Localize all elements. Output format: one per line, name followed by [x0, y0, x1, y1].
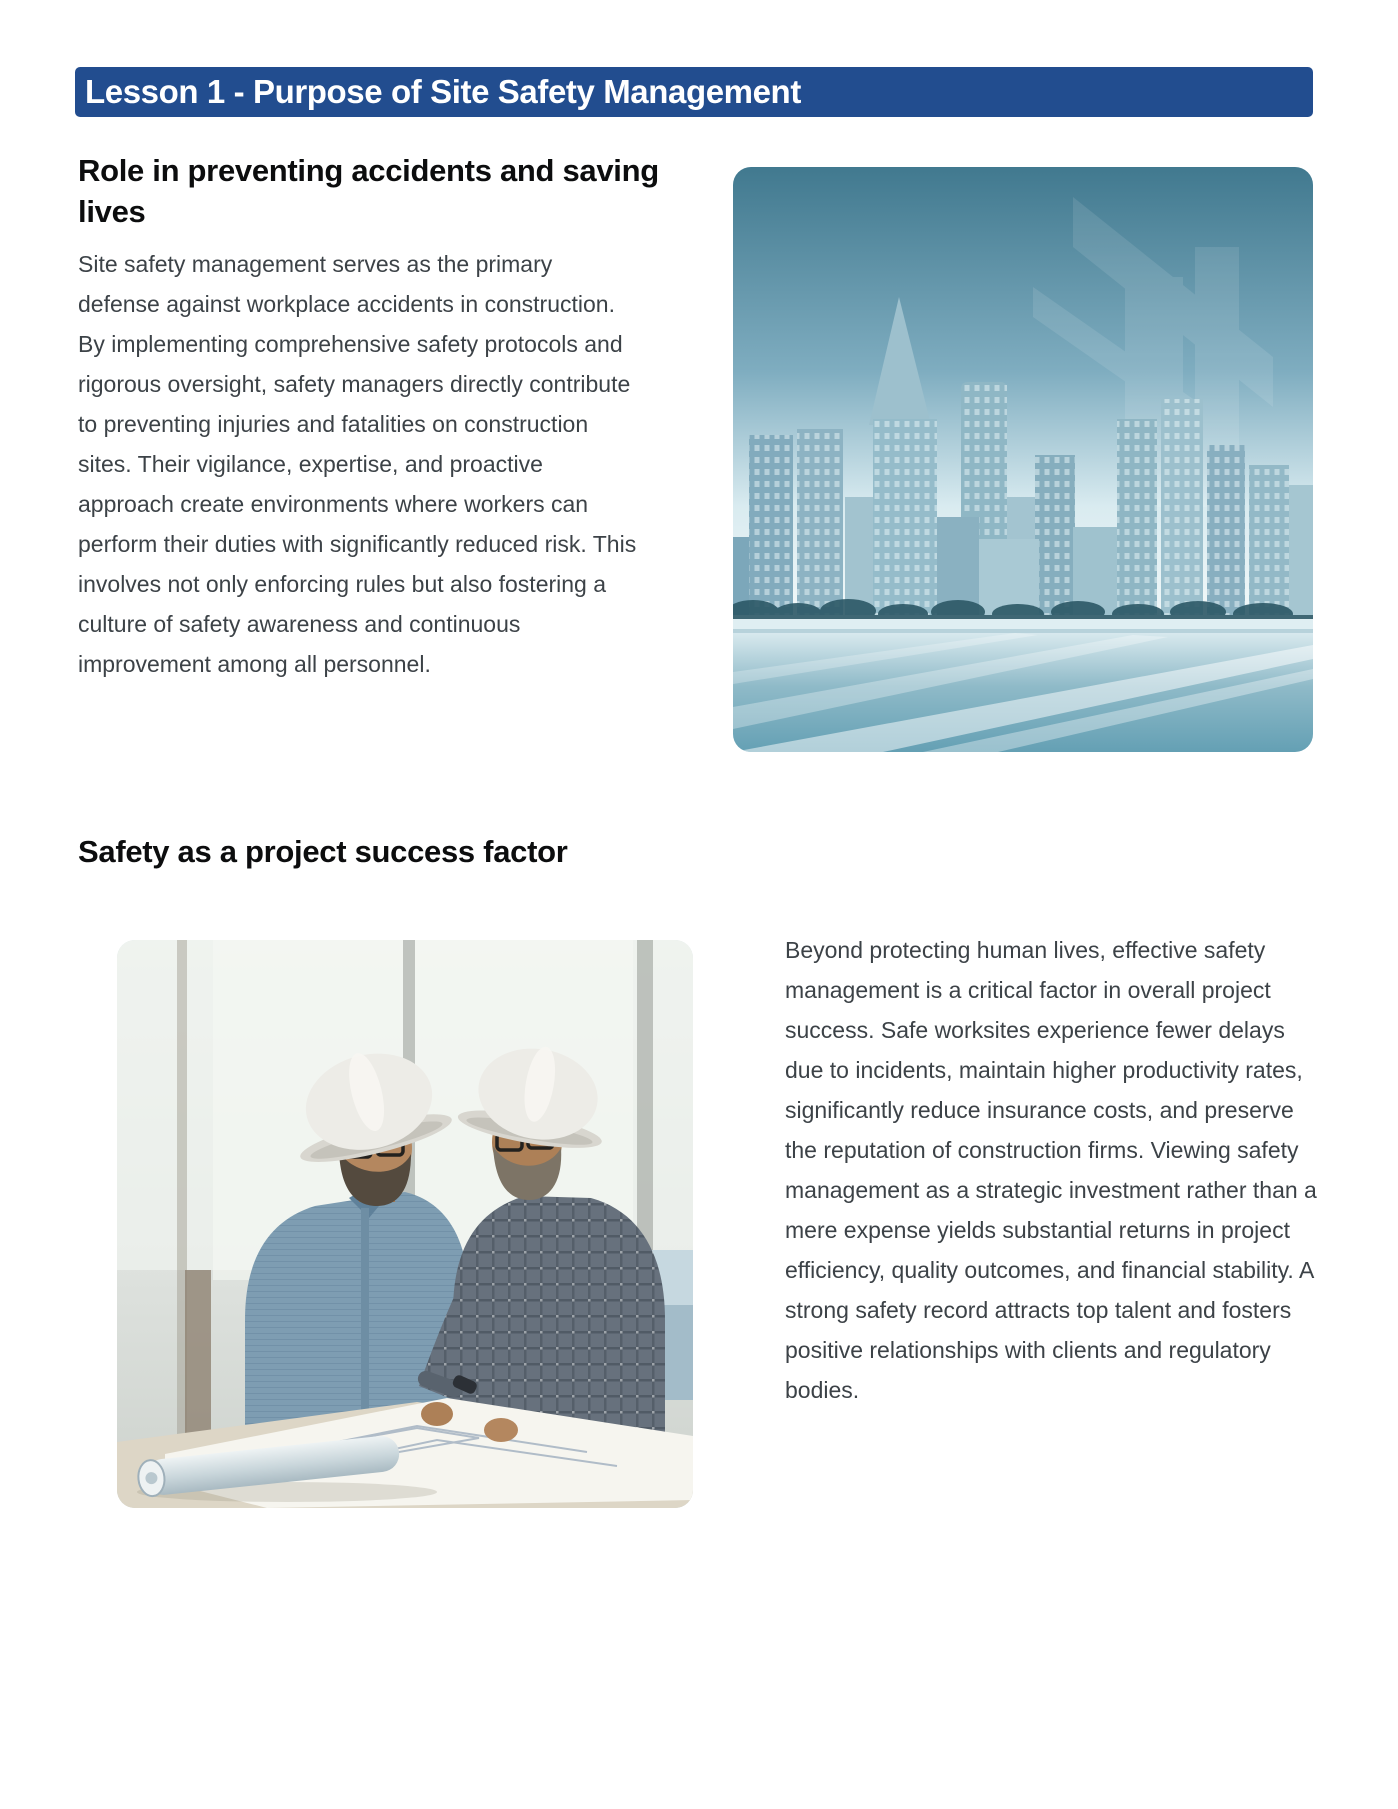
city-skyline-image	[733, 167, 1313, 752]
workers-blueprint-illustration	[117, 940, 693, 1508]
city-skyline-illustration	[733, 167, 1313, 752]
section-heading-success-factor: Safety as a project success factor	[78, 834, 568, 869]
lesson-title: Lesson 1 - Purpose of Site Safety Management	[85, 73, 801, 110]
lesson-banner	[75, 67, 1313, 117]
workers-blueprint-image	[117, 940, 693, 1508]
section-body-success-factor: Beyond protecting human lives, effective safety management is a critical factor in overall project success. Safe worksites experience fewer delays due to incidents, maintain higher productivity rates, significantly reduce insurance costs, and preserve the reputation of construction firms. Viewing safety management as a strategic investment rather than a mere expense yields substantial returns in project efficiency, quality outcomes, and financial stability. A strong safety record attracts top talent and fosters positive relationships with clients and regulatory bodies.	[785, 937, 1317, 1403]
section-body-prevention: Site safety management serves as the primary defense against workplace accidents in construction. By implementing comprehensive safety protocols and rigorous oversight, safety managers directly contribute to preventing injuries and fatalities on construction sites. Their vigilance, expertise, and proactive approach create environments where workers can perform their duties with significantly reduced risk. This involves not only enforcing rules but also fostering a culture of safety awareness and continuous improvement among all personnel.	[78, 251, 637, 677]
section-heading-prevention: Role in preventing accidents and saving lives	[78, 153, 659, 229]
